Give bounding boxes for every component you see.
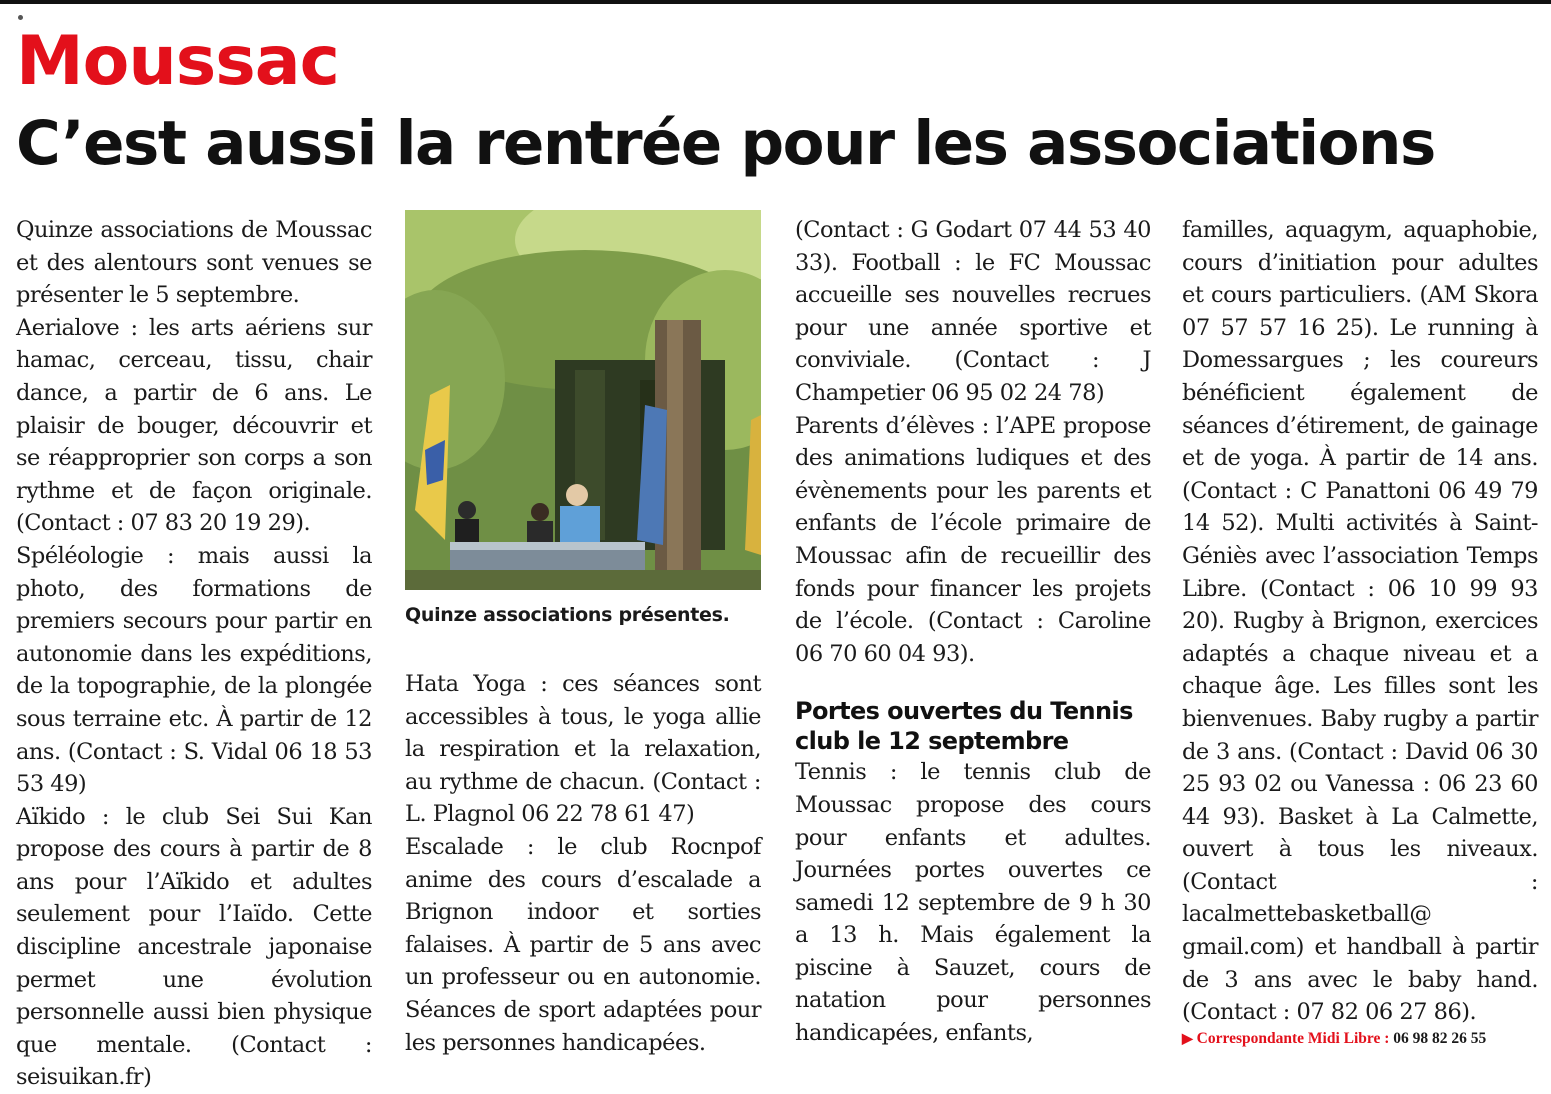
paragraph: Quinze associations de Moussac et des alentours sont venues se présenter le 5 septembre. <box>16 217 372 309</box>
paragraph: Aïkido : le club Sei Sui Kan propose des cours à partir de 8 ans pour l’Aïkido et adultes seulement pour l’Iaïdo. Cette discipline ancestrale japonaise permet une évolution personnelle aussi bien physique que mentale. (Contact : seisuikan.fr) <box>16 803 372 1091</box>
triangle-arrow-icon: ▶ <box>1182 1032 1193 1047</box>
article-photo <box>405 210 761 590</box>
article-column-3 <box>795 214 1151 1050</box>
paragraph: Tennis : le tennis club de Moussac propose des cours pour enfants et adultes. Journées portes ouvertes ce samedi 12 septembre de 9 h 30 a 13 h. Mais également la piscine à Sauzet, cours de natation pour personnes handicapées, enfants, <box>795 759 1151 1047</box>
correspondent-label: Correspondante Midi Libre : <box>1196 1030 1390 1047</box>
correspondent-phone: 06 98 82 26 55 <box>1393 1030 1487 1047</box>
paragraph: familles, aquagym, aquaphobie, cours d’initiation pour adultes et cours particuliers. (AM Skora 07 57 57 16 25). Le running à Domessargues ; les coureurs bénéficient également de séances d’étirement, de gainage et de yoga. À partir de 14 ans. (Contact : C Panattoni 06 49 79 14 52). Multi activités à Saint-Géniès avec l’association Temps Libre. (Contact : 06 10 99 93 20). Rugby à Brignon, exercices adaptés a chaque niveau et a chaque âge. Les filles sont les bienvenues. Baby rugby a partir de 3 ans. (Contact : David 06 30 25 93 02 ou Vanessa : 06 23 60 44 93). Basket à La Calmette, ouvert à tous les niveaux. (Contact : lacalmettebasketball@ gmail.com) et handball à partir de 3 ans avec le baby hand. (Contact : 07 82 06 27 86). <box>1182 217 1538 1026</box>
article-column-4 <box>1182 214 1538 1029</box>
headline: C’est aussi la rentrée pour les associations <box>16 108 1435 179</box>
article-column-2 <box>405 668 761 1059</box>
paragraph: Hata Yoga : ces séances sont accessibles à tous, le yoga allie la respiration et la relaxation, au rythme de chacun. (Contact : L. Plagnol 06 22 78 61 47) <box>405 671 761 828</box>
kicker-location: Moussac <box>16 22 339 101</box>
correspondent-credit <box>1182 1030 1486 1048</box>
article-column-1 <box>16 214 372 1094</box>
top-rule <box>0 0 1551 4</box>
photo-caption: Quinze associations présentes. <box>405 604 730 626</box>
paragraph: (Contact : G Godart 07 44 53 40 33). Football : le FC Moussac accueille ses nouvelles recrues pour une année sportive et conviviale. (Contact : J Champetier 06 95 02 24 78) <box>795 217 1151 406</box>
paragraph: Aerialove : les arts aériens sur hamac, cerceau, tissu, chair dance, a partir de 6 ans. Le plaisir de bouger, découvrir et se réapproprier son corps a son rythme et de façon originale. (Contact : 07 83 20 19 29). <box>16 314 372 537</box>
paragraph: Escalade : le club Rocnpof anime des cours d’escalade a Brignon indoor et sorties falaises. À partir de 5 ans avec un professeur ou en autonomie. Séances de sport adaptées pour les personnes handicapées. <box>405 833 761 1056</box>
bullet-dot <box>18 15 23 20</box>
paragraph: Spéléologie : mais aussi la photo, des formations de premiers secours pour partir en autonomie dans les expéditions, de la topographie, de la plongée sous terraine etc. À partir de 12 ans. (Contact : S. Vidal 06 18 53 53 49) <box>16 542 372 798</box>
paragraph: Parents d’élèves : l’APE propose des animations ludiques et des évènements pour les parents et enfants de l’école primaire de Moussac afin de recueillir des fonds pour financer les projets de l’école. (Contact : Caroline 06 70 60 04 93). <box>795 412 1151 667</box>
section-subhead: Portes ouvertes du Tennis club le 12 septembre <box>795 697 1133 756</box>
photo-illustration <box>405 210 761 590</box>
